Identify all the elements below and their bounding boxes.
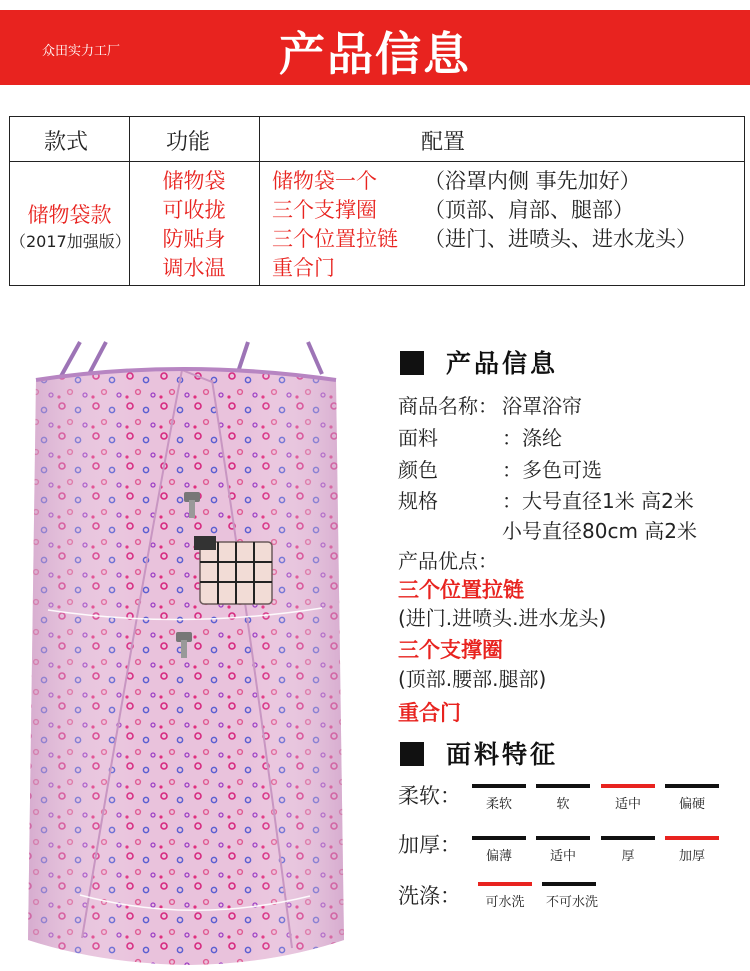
config-table	[9, 116, 745, 286]
scale-option: 偏硬	[678, 797, 705, 812]
hanging-strap	[60, 342, 80, 378]
info-value: 浴罩浴帘	[502, 394, 582, 418]
config-list	[272, 167, 697, 283]
page-title: 产品信息	[279, 27, 471, 81]
config-row	[272, 167, 697, 196]
scale-option: 可水洗	[485, 895, 525, 910]
function-item: 防贴身	[162, 227, 226, 251]
style-version: （2017加强版）	[10, 232, 131, 251]
scale-segment	[472, 784, 526, 788]
scale-option: 厚	[621, 849, 635, 864]
hanging-strap	[308, 342, 322, 374]
info-value: ：多色可选	[502, 458, 602, 482]
scale-segment	[536, 784, 590, 788]
config-note: （进门、进喷头、进水龙头）	[424, 227, 697, 251]
scale-segment	[536, 836, 590, 840]
product-info-heading	[400, 344, 558, 380]
scale-segment-selected	[665, 836, 719, 840]
info-value: ：大号直径1米 高2米	[502, 489, 694, 513]
fabric-features-heading	[400, 735, 558, 771]
info-row	[398, 515, 697, 544]
storage-pocket	[194, 536, 272, 604]
scale-segment-selected	[601, 784, 655, 788]
function-item: 储物袋	[162, 169, 226, 193]
scale-segment	[472, 836, 526, 840]
scale-option: 适中	[614, 797, 641, 812]
feature-label: 柔软：	[398, 784, 461, 808]
config-label: 储物袋一个	[272, 169, 377, 193]
function-item: 可收拢	[162, 198, 226, 222]
info-key: 规格	[398, 489, 438, 513]
advantage-title: 三个位置拉链	[398, 578, 524, 602]
factory-name: 众田实力工厂	[42, 44, 121, 59]
info-row	[398, 390, 582, 419]
scale-option: 适中	[549, 849, 576, 864]
info-value: 小号直径80cm 高2米	[502, 519, 698, 543]
fabric-features-title: 面料特征	[446, 740, 559, 769]
advantage-detail: (顶部.腰部.腿部)	[398, 667, 547, 691]
feature-label: 加厚：	[398, 833, 461, 857]
header-style: 款式	[44, 130, 89, 155]
config-note: （浴罩内侧 事先加好）	[424, 169, 641, 193]
square-bullet-icon	[400, 351, 424, 375]
scale-option: 加厚	[678, 849, 705, 864]
table-divider	[259, 117, 260, 285]
advantages-title: 产品优点：	[398, 549, 498, 573]
config-table-header	[10, 117, 744, 162]
scale-segment	[542, 882, 596, 886]
config-label: 三个位置拉链	[272, 227, 398, 251]
config-label: 三个支撑圈	[272, 198, 377, 222]
config-note: （顶部、肩部、腿部）	[424, 198, 634, 222]
scale-option: 偏薄	[485, 849, 512, 864]
info-row	[398, 422, 562, 451]
scale-segment	[601, 836, 655, 840]
info-key: 颜色	[398, 458, 438, 482]
feature-label: 洗涤：	[398, 884, 461, 908]
style-name: 储物袋款	[27, 203, 112, 227]
product-info-title: 产品信息	[446, 349, 559, 378]
function-item: 调水温	[162, 256, 226, 280]
info-key: 商品名称：	[398, 394, 498, 418]
config-row	[272, 225, 697, 254]
scale-segment-selected	[478, 882, 532, 886]
shower-curtain-image	[22, 340, 362, 965]
scale-option: 软	[556, 797, 570, 812]
config-label: 重合门	[272, 256, 335, 280]
scale-option: 柔软	[485, 797, 512, 812]
config-row	[272, 196, 697, 225]
advantage-title: 重合门	[398, 701, 461, 725]
scale-option: 不可水洗	[545, 895, 598, 910]
config-row	[272, 254, 697, 283]
info-value: ：涤纶	[502, 426, 562, 450]
square-bullet-icon	[400, 742, 424, 766]
function-list	[129, 167, 259, 283]
advantage-detail: (进门.进喷头.进水龙头)	[398, 606, 607, 630]
advantage-title: 三个支撑圈	[398, 638, 503, 662]
info-row	[398, 485, 694, 514]
scale-segment	[665, 784, 719, 788]
info-row	[398, 454, 602, 483]
header-function: 功能	[166, 130, 211, 155]
info-key: 面料	[398, 426, 438, 450]
header-banner	[0, 10, 750, 85]
header-config: 配置	[421, 130, 466, 155]
hanging-strap	[238, 342, 248, 372]
